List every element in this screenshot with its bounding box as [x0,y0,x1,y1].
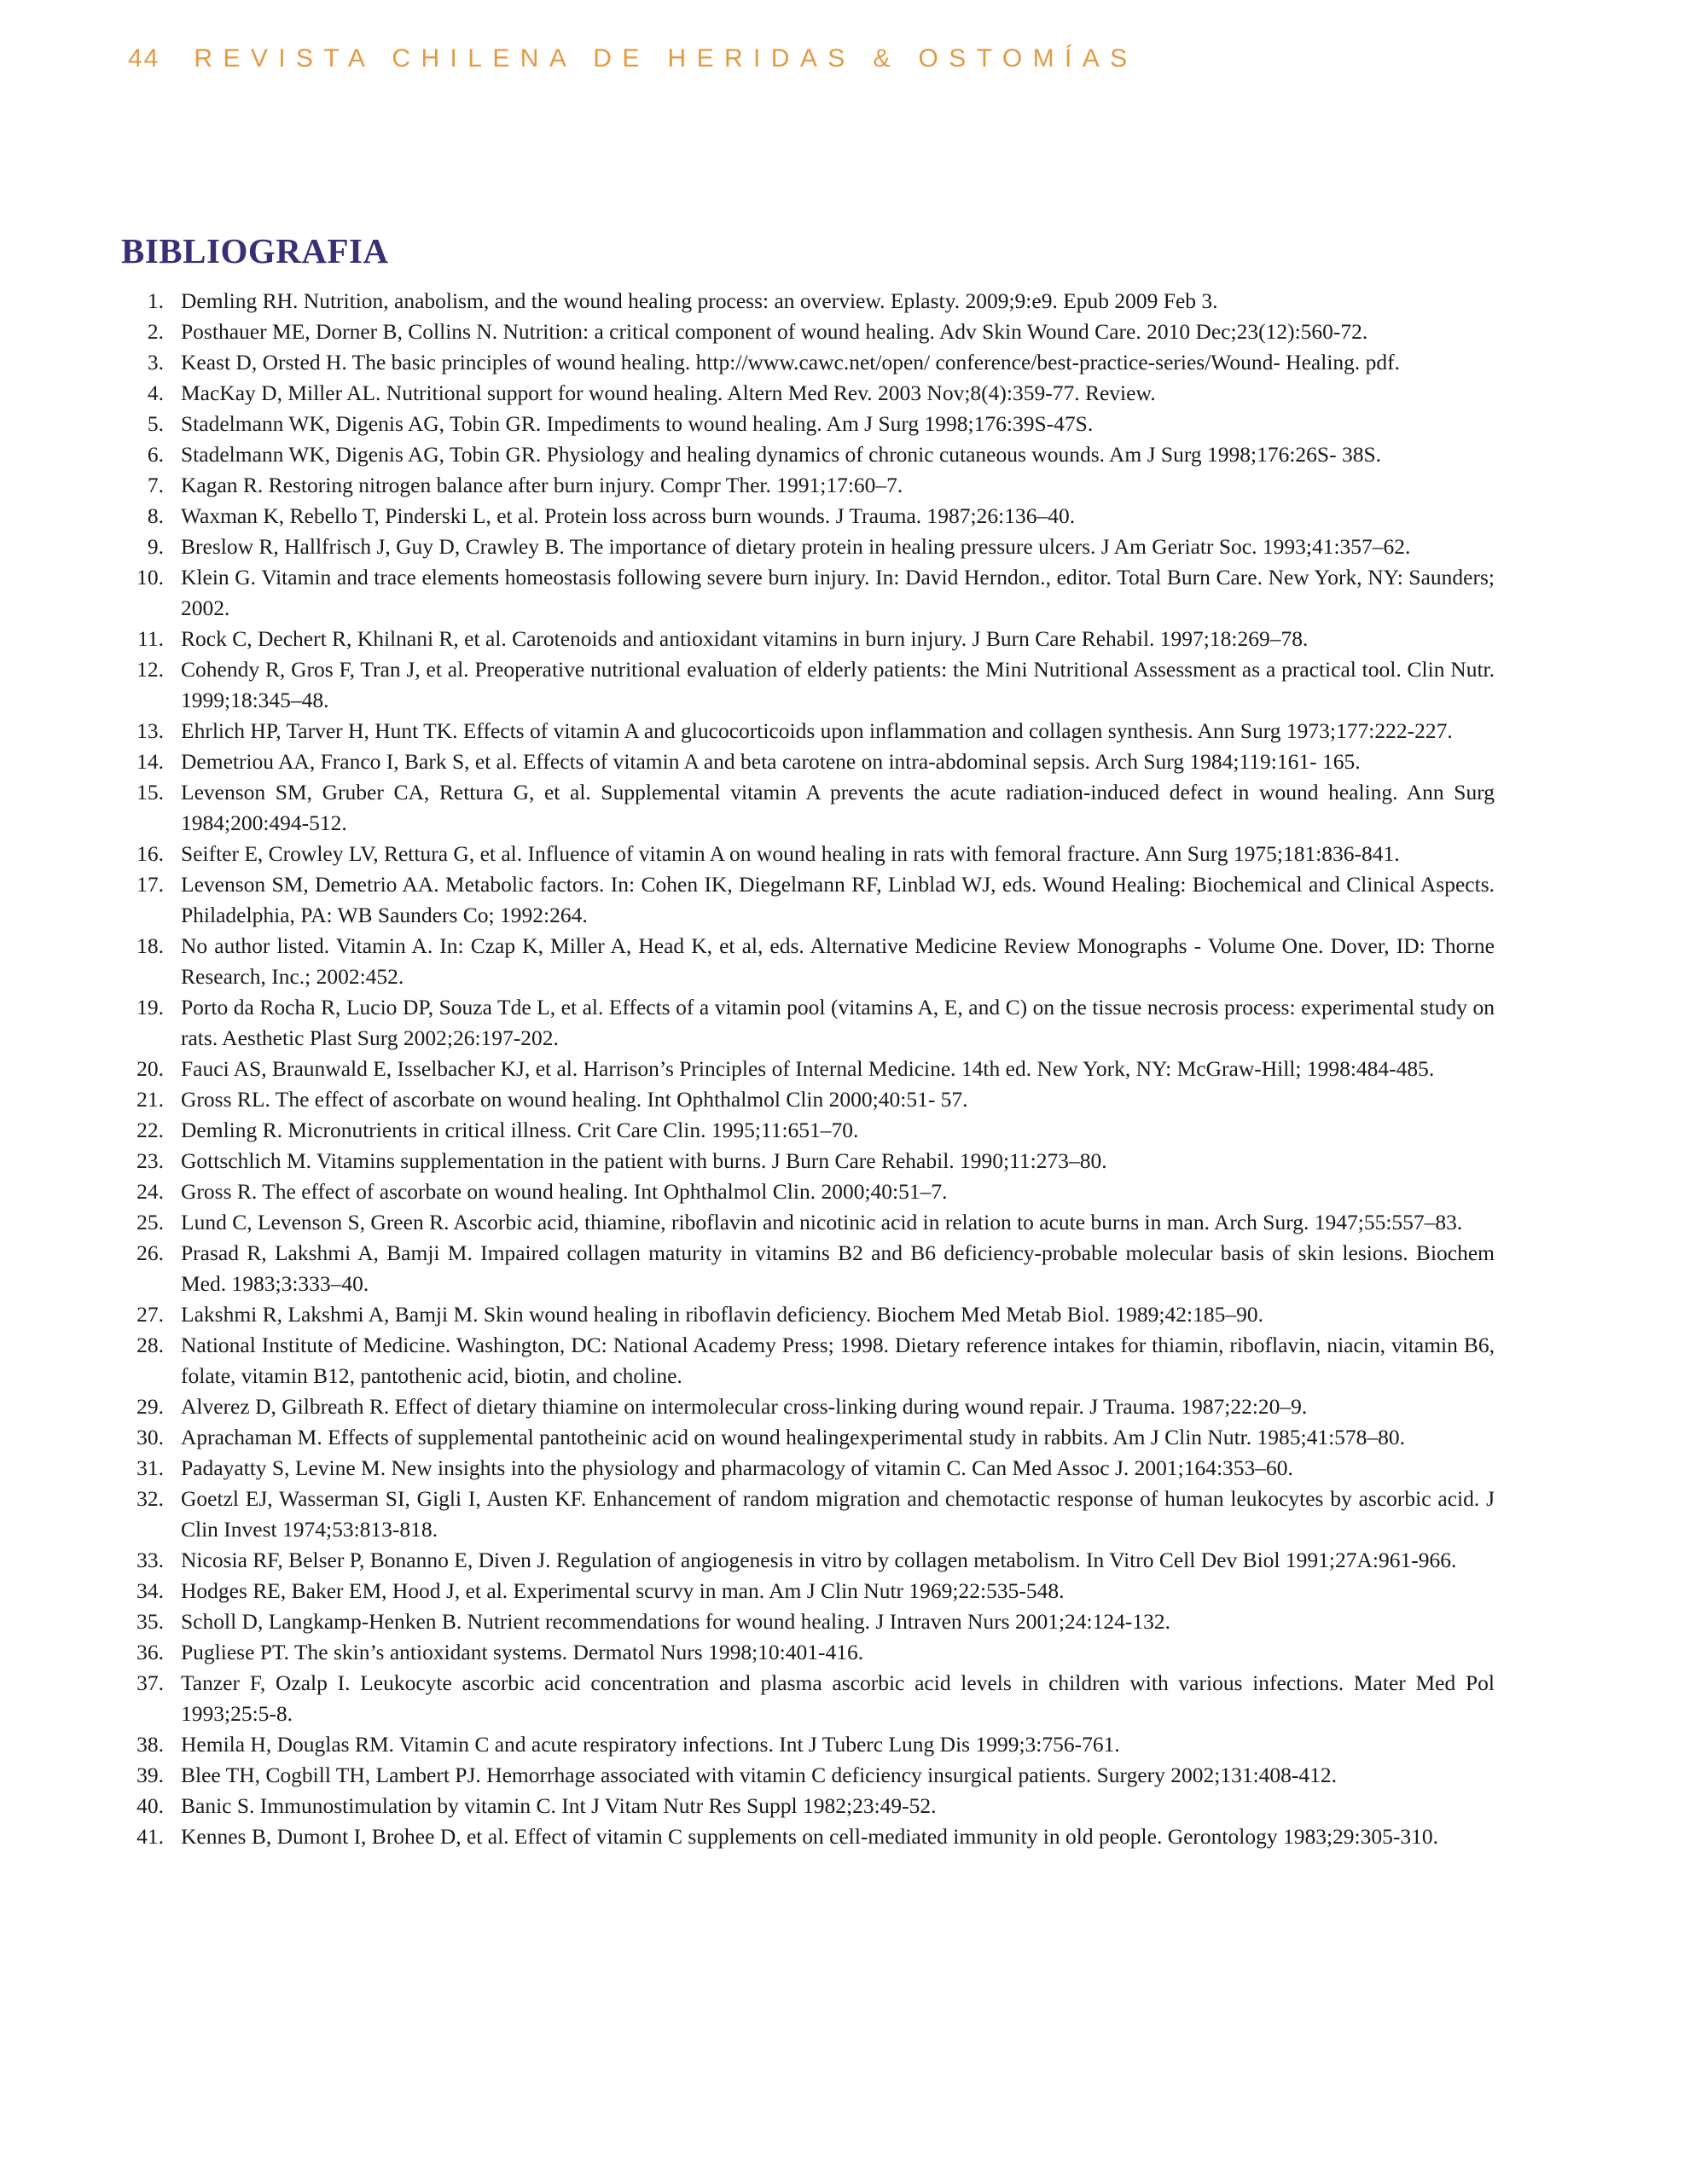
reference-text: Cohendy R, Gros F, Tran J, et al. Preoperative nutritional evaluation of elderly patients: the Mini Nutritional Assessment as a practical tool. Clin Nutr. 1999;18:345–48. [181,657,1495,712]
reference-item [121,839,1495,869]
reference-item [121,1484,1495,1545]
reference-number: 28 . [121,1330,164,1361]
reference-text: MacKay D, Miller AL. Nutritional support for wound healing. Altern Med Rev. 2003 Nov;8(4):359-77. Review. [181,380,1156,405]
reference-item [121,992,1495,1054]
reference-text: Lund C, Levenson S, Green R. Ascorbic acid, thiamine, riboflavin and nicotinic acid in relation to acute burns in man. Arch Surg. 1947;55:557–83. [181,1210,1463,1234]
reference-text: Lakshmi R, Lakshmi A, Bamji M. Skin wound healing in riboflavin deficiency. Biochem Med Metab Biol. 1989;42:185–90. [181,1302,1263,1327]
reference-text: Stadelmann WK, Digenis AG, Tobin GR. Impediments to wound healing. Am J Surg 1998;176:39S-47S. [181,411,1094,436]
reference-number: 32 . [121,1484,164,1514]
reference-text: Fauci AS, Braunwald E, Isselbacher KJ, et al. Harrison’s Principles of Internal Medicine. 14th ed. New York, NY: McGraw-Hill; 1998:484-485. [181,1056,1435,1081]
reference-text: Nicosia RF, Belser P, Bonanno E, Diven J. Regulation of angiogenesis in vitro by collagen metabolism. In Vitro Cell Dev Biol 1991;27A:961-966. [181,1548,1457,1572]
reference-number: 35 . [121,1606,164,1637]
reference-number: 41 . [121,1821,164,1852]
reference-list [121,286,1495,1852]
page-number: 44 [128,44,160,73]
reference-number: 34 . [121,1576,164,1606]
reference-number: 21 . [121,1084,164,1115]
reference-item [121,931,1495,992]
section-title: BIBLIOGRAFIA [121,231,389,270]
reference-item [121,1084,1495,1115]
reference-text: Gross R. The effect of ascorbate on wound healing. Int Ophthalmol Clin. 2000;40:51–7. [181,1179,948,1204]
reference-number: 20 . [121,1054,164,1084]
reference-item [121,531,1495,562]
reference-item [121,1054,1495,1084]
reference-number: 18 . [121,931,164,961]
reference-number: 12 . [121,654,164,685]
running-header [128,44,1138,73]
reference-item [121,1176,1495,1207]
reference-number: 31 . [121,1453,164,1484]
reference-item [121,501,1495,531]
reference-number: 4 . [121,378,164,409]
reference-text: Aprachaman M. Effects of supplemental pantotheinic acid on wound healingexperimental study in rabbits. Am J Clin Nutr. 1985;41:578–80. [181,1425,1406,1449]
reference-number: 17 . [121,869,164,900]
reference-item [121,1330,1495,1391]
reference-item [121,654,1495,716]
reference-item [121,1760,1495,1791]
reference-item [121,869,1495,931]
reference-number: 23 . [121,1146,164,1176]
reference-text: Rock C, Dechert R, Khilnani R, et al. Carotenoids and antioxidant vitamins in burn injury. J Burn Care Rehabil. 1997;18:269–78. [181,626,1309,651]
reference-text: Hemila H, Douglas RM. Vitamin C and acute respiratory infections. Int J Tuberc Lung Dis 1999;3:756-761. [181,1732,1120,1757]
reference-text: Kennes B, Dumont I, Brohee D, et al. Effect of vitamin C supplements on cell-mediated immunity in old people. Gerontology 1983;29:305-310. [181,1824,1439,1849]
reference-item [121,1207,1495,1238]
reference-text: Pugliese PT. The skin’s antioxidant systems. Dermatol Nurs 1998;10:401-416. [181,1640,864,1664]
reference-number: 15 . [121,777,164,808]
reference-number: 7 . [121,470,164,501]
reference-item [121,470,1495,501]
reference-number: 13 . [121,716,164,746]
reference-number: 40 . [121,1791,164,1821]
reference-item [121,562,1495,624]
reference-number: 30 . [121,1422,164,1453]
reference-text: Demling RH. Nutrition, anabolism, and the wound healing process: an overview. Eplasty. 2009;9:e9. Epub 2009 Feb 3. [181,288,1218,313]
reference-text: Posthauer ME, Dorner B, Collins N. Nutrition: a critical component of wound healing. Adv Skin Wound Care. 2010 Dec;23(12):560-72. [181,319,1368,344]
reference-number: 37 . [121,1668,164,1699]
reference-number: 3 . [121,347,164,378]
reference-text: Hodges RE, Baker EM, Hood J, et al. Experimental scurvy in man. Am J Clin Nutr 1969;22:535-548. [181,1578,1065,1603]
reference-text: Banic S. Immunostimulation by vitamin C. Int J Vitam Nutr Res Suppl 1982;23:49-52. [181,1793,937,1818]
reference-item [121,746,1495,777]
reference-number: 26 . [121,1238,164,1269]
reference-item [121,378,1495,409]
reference-text: Ehrlich HP, Tarver H, Hunt TK. Effects of vitamin A and glucocorticoids upon inflammation and collagen synthesis. Ann Surg 1973;177:222-227. [181,718,1453,743]
reference-item [121,1146,1495,1176]
reference-number: 27 . [121,1299,164,1330]
reference-number: 22 . [121,1115,164,1146]
reference-text: Scholl D, Langkamp-Henken B. Nutrient recommendations for wound healing. J Intraven Nurs 2001;24:124-132. [181,1609,1171,1634]
journal-title: REVISTA CHILENA DE HERIDAS & OSTOMÍAS [194,44,1138,73]
reference-text: Breslow R, Hallfrisch J, Guy D, Crawley B. The importance of dietary protein in healing pressure ulcers. J Am Geriatr Soc. 1993;41:357–62. [181,534,1411,559]
reference-text: Levenson SM, Gruber CA, Rettura G, et al. Supplemental vitamin A prevents the acute radiation-induced defect in wound healing. Ann Surg 1984;200:494-512. [181,780,1495,835]
reference-item [121,439,1495,470]
reference-item [121,1391,1495,1422]
reference-number: 10 . [121,562,164,593]
reference-text: Tanzer F, Ozalp I. Leukocyte ascorbic acid concentration and plasma ascorbic acid levels in children with various infections. Mater Med Pol 1993;25:5-8. [181,1670,1495,1726]
reference-number: 1 . [121,286,164,317]
reference-number: 8 . [121,501,164,531]
reference-text: Klein G. Vitamin and trace elements homeostasis following severe burn injury. In: David Herndon., editor. Total Burn Care. New York, NY: Saunders; 2002. [181,565,1495,620]
reference-item [121,347,1495,378]
reference-item [121,1606,1495,1637]
reference-text: Keast D, Orsted H. The basic principles of wound healing. http://www.cawc.net/open/ conference/best-practice-series/Wound- Healing. pdf. [181,350,1401,375]
reference-number: 36 . [121,1637,164,1668]
reference-number: 25 . [121,1207,164,1238]
reference-text: Demetriou AA, Franco I, Bark S, et al. Effects of vitamin A and beta carotene on intra-abdominal sepsis. Arch Surg 1984;119:161- 165. [181,749,1361,774]
reference-item [121,1791,1495,1821]
reference-item [121,777,1495,839]
reference-text: No author listed. Vitamin A. In: Czap K, Miller A, Head K, et al, eds. Alternative Medicine Review Monographs - Volume One. Dover, ID: Thorne Research, Inc.; 2002:452. [181,933,1495,989]
reference-item [121,409,1495,439]
reference-text: Padayatty S, Levine M. New insights into the physiology and pharmacology of vitamin C. Can Med Assoc J. 2001;164:353–60. [181,1455,1293,1480]
reference-item [121,1637,1495,1668]
reference-item [121,1821,1495,1852]
reference-number: 9 . [121,531,164,562]
reference-number: 2 . [121,317,164,347]
reference-number: 6 . [121,439,164,470]
reference-item [121,1668,1495,1729]
reference-item [121,317,1495,347]
reference-number: 14 . [121,746,164,777]
reference-text: Gross RL. The effect of ascorbate on wound healing. Int Ophthalmol Clin 2000;40:51- 57. [181,1087,968,1112]
reference-number: 39 . [121,1760,164,1791]
reference-text: Alverez D, Gilbreath R. Effect of dietary thiamine on intermolecular cross-linking during wound repair. J Trauma. 1987;22:20–9. [181,1394,1308,1419]
reference-item [121,1422,1495,1453]
reference-text: Stadelmann WK, Digenis AG, Tobin GR. Physiology and healing dynamics of chronic cutaneous wounds. Am J Surg 1998;176:26S- 38S. [181,442,1382,467]
reference-text: Levenson SM, Demetrio AA. Metabolic factors. In: Cohen IK, Diegelmann RF, Linblad WJ, eds. Wound Healing: Biochemical and Clinical Aspects. Philadelphia, PA: WB Saunders Co; 1992:264. [181,872,1495,927]
reference-number: 24 . [121,1176,164,1207]
reference-item [121,1576,1495,1606]
reference-number: 16 . [121,839,164,869]
reference-text: Goetzl EJ, Wasserman SI, Gigli I, Austen KF. Enhancement of random migration and chemotactic response of human leukocytes by ascorbic acid. J Clin Invest 1974;53:813-818. [181,1486,1495,1542]
reference-text: Seifter E, Crowley LV, Rettura G, et al. Influence of vitamin A on wound healing in rats with femoral fracture. Ann Surg 1975;181:836-841. [181,841,1400,866]
reference-text: Gottschlich M. Vitamins supplementation in the patient with burns. J Burn Care Rehabil. 1990;11:273–80. [181,1148,1107,1173]
reference-text: Porto da Rocha R, Lucio DP, Souza Tde L, et al. Effects of a vitamin pool (vitamins A, E, and C) on the tissue necrosis process: experimental study on rats. Aesthetic Plast Surg 2002;26:197-202. [181,995,1495,1050]
reference-number: 5 . [121,409,164,439]
reference-text: Waxman K, Rebello T, Pinderski L, et al. Protein loss across burn wounds. J Trauma. 1987;26:136–40. [181,503,1076,528]
reference-item [121,716,1495,746]
reference-number: 11 . [121,624,164,654]
reference-number: 29 . [121,1391,164,1422]
reference-text: Blee TH, Cogbill TH, Lambert PJ. Hemorrhage associated with vitamin C deficiency insurgical patients. Surgery 2002;131:408-412. [181,1763,1338,1787]
reference-item [121,1299,1495,1330]
reference-item [121,624,1495,654]
reference-number: 19 . [121,992,164,1023]
reference-item [121,1453,1495,1484]
reference-number: 38 . [121,1729,164,1760]
reference-item [121,1545,1495,1576]
reference-number: 33 . [121,1545,164,1576]
reference-text: Demling R. Micronutrients in critical illness. Crit Care Clin. 1995;11:651–70. [181,1118,859,1142]
reference-item [121,1729,1495,1760]
reference-text: National Institute of Medicine. Washington, DC: National Academy Press; 1998. Dietary reference intakes for thiamin, riboflavin, niacin, vitamin B6, folate, vitamin B12, pantothenic acid, biotin, and choline. [181,1333,1495,1388]
reference-item [121,286,1495,317]
reference-text: Kagan R. Restoring nitrogen balance after burn injury. Compr Ther. 1991;17:60–7. [181,473,903,497]
reference-item [121,1238,1495,1299]
reference-text: Prasad R, Lakshmi A, Bamji M. Impaired collagen maturity in vitamins B2 and B6 deficiency-probable molecular basis of skin lesions. Biochem Med. 1983;3:333–40. [181,1240,1495,1296]
reference-item [121,1115,1495,1146]
